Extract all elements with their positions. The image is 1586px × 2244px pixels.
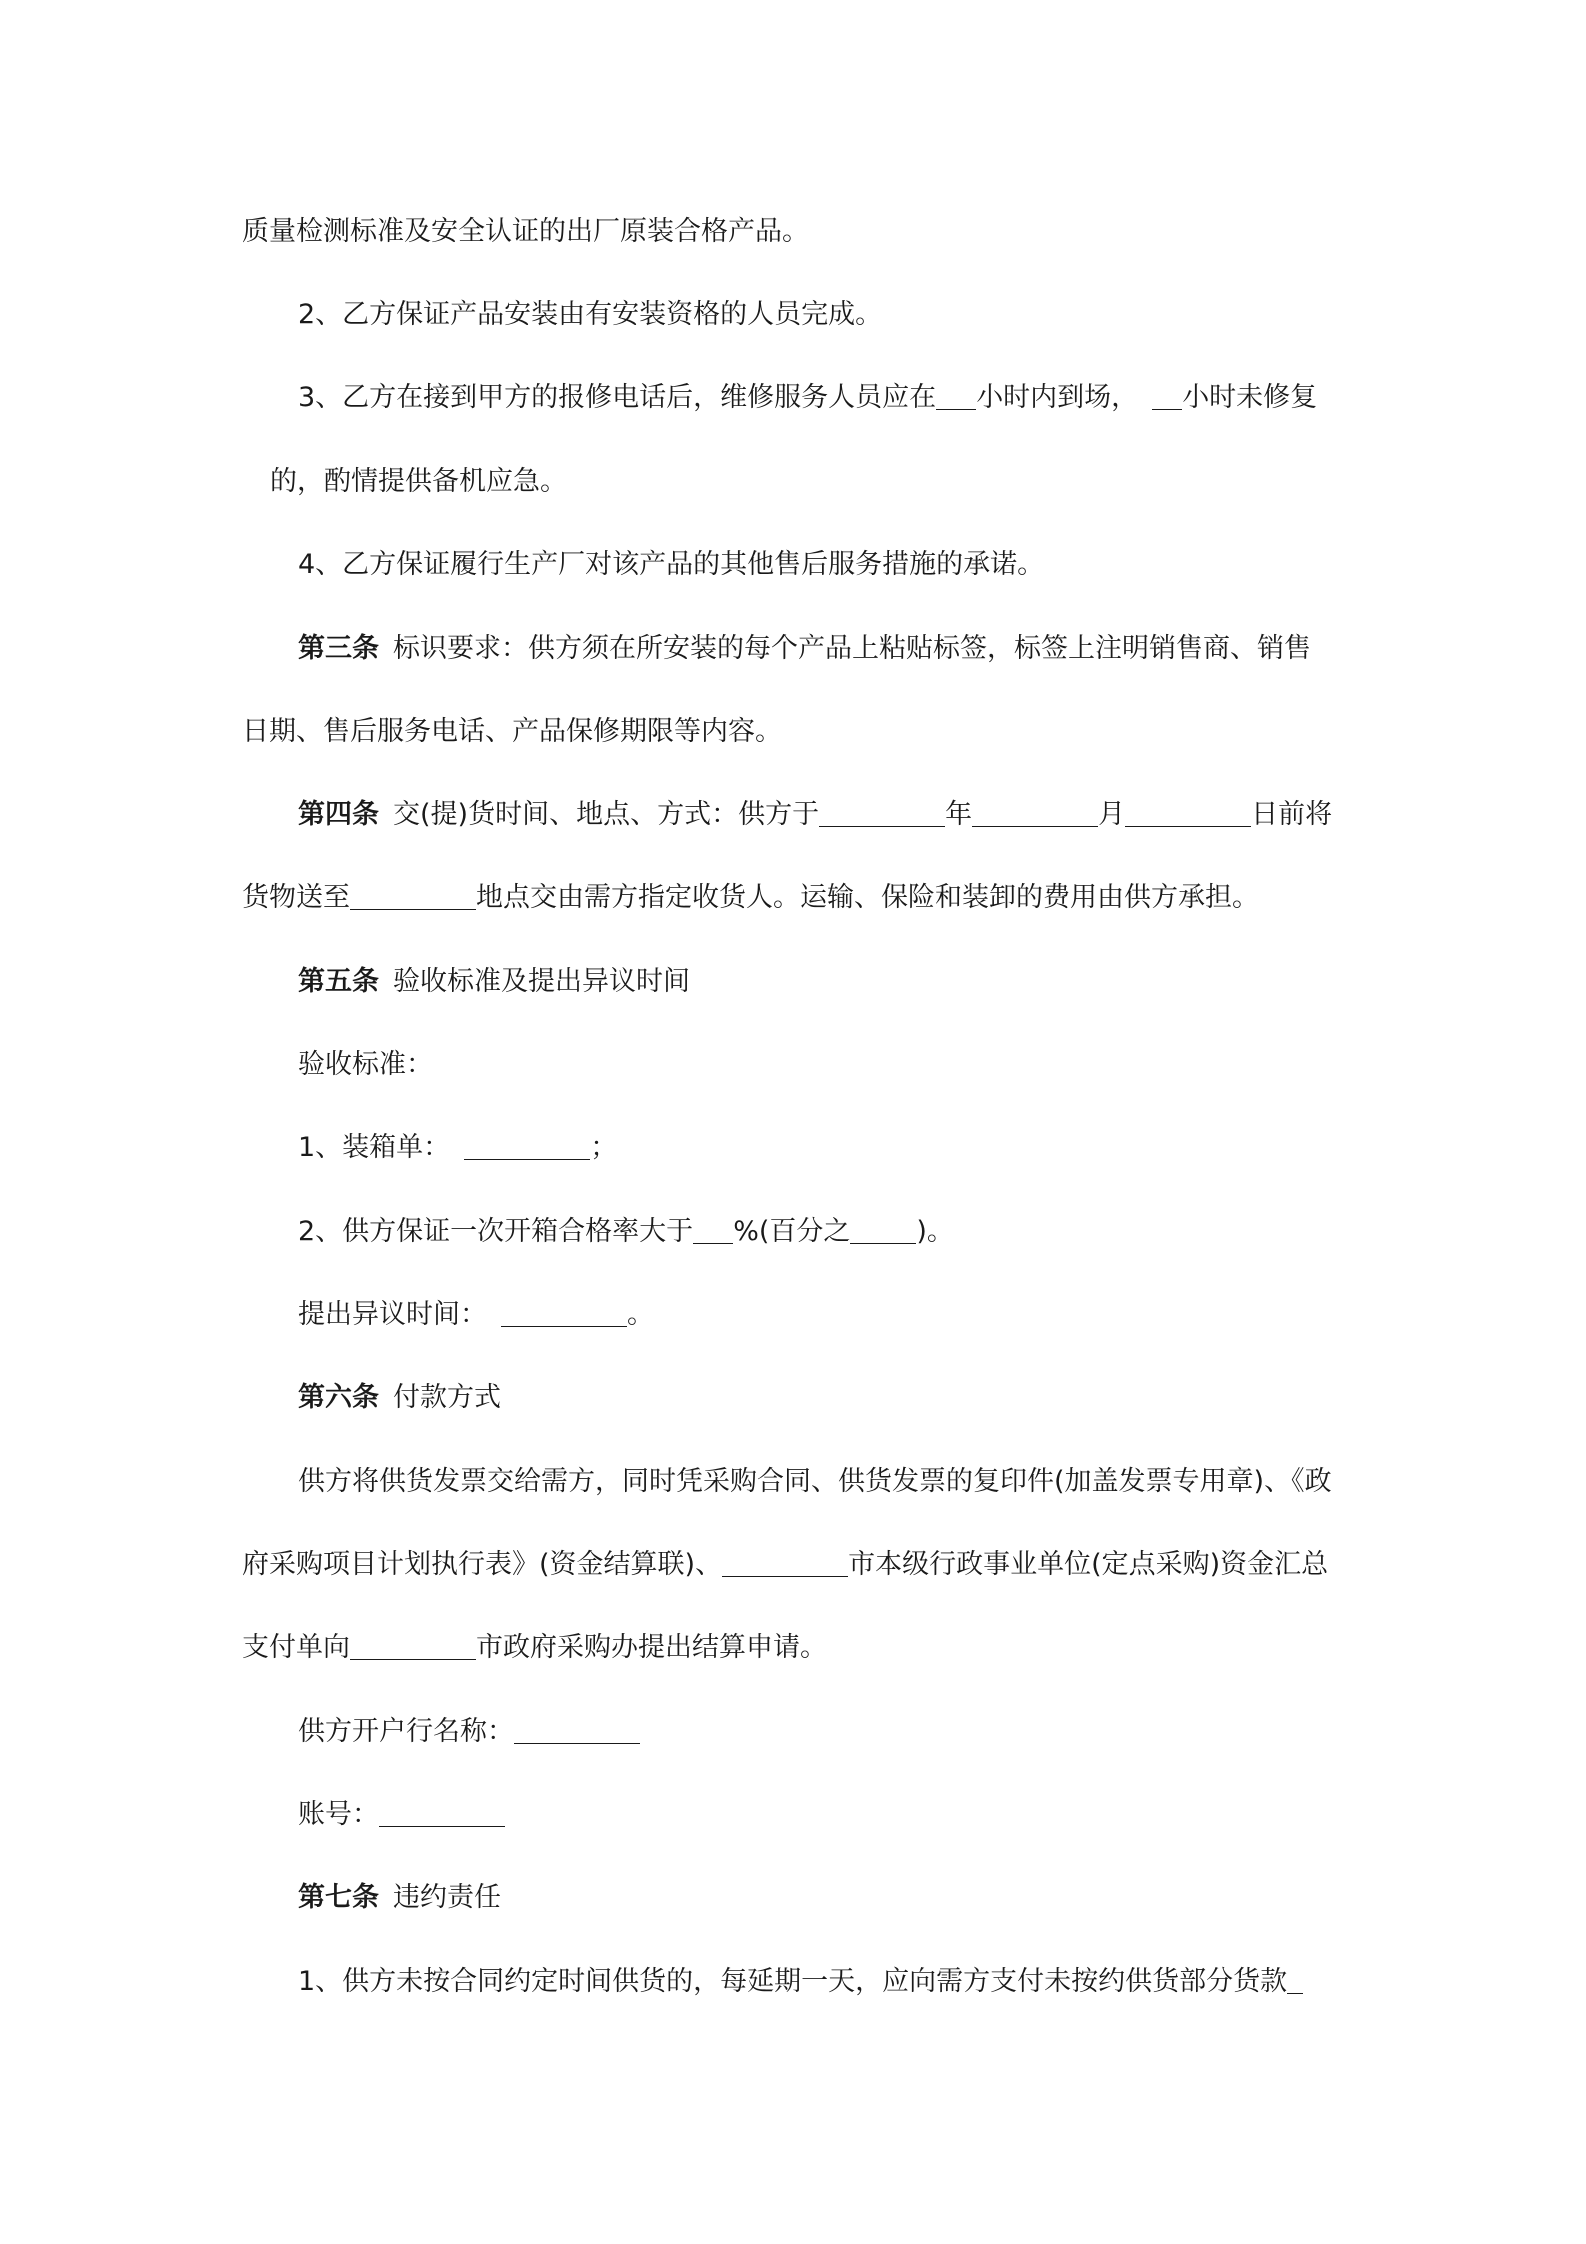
blank-field [1125,796,1251,827]
account-number: 账号： [298,1795,505,1835]
payment-paragraph: 供方将供货发票交给需方，同时凭采购合同、供货发票的复印件(加盖发票专用章)、《政 [298,1466,1332,1497]
article-5: 第五条 验收标准及提出异议时间 [298,966,690,997]
blank-field [1287,1963,1303,1994]
article-heading: 第五条 [298,966,379,997]
blank-field [693,1213,733,1244]
clause-3-cont: 的，酌情提供备机应急。 [270,466,567,497]
clause-2: 2、乙方保证产品安装由有安装资格的人员完成。 [298,299,883,330]
blank-field [464,1129,590,1160]
blank-field [350,879,476,910]
blank-field [936,379,976,410]
blank-field [972,796,1098,827]
blank-field [501,1296,627,1327]
blank-field [350,1629,476,1660]
pass-rate: 2、供方保证一次开箱合格率大于 %(百分之 )。 [298,1212,954,1252]
bank-name: 供方开户行名称： [298,1712,640,1752]
article-heading: 第六条 [298,1382,379,1413]
objection-time: 提出异议时间： 。 [298,1295,654,1335]
article-heading: 第四条 [298,799,379,830]
breach-clause-1: 1、供方未按合同约定时间供货的，每延期一天，应向需方支付未按约供货部分货款 [298,1962,1303,2002]
paragraph-line: 质量检测标准及安全认证的出厂原装合格产品。 [242,216,809,247]
clause-3: 3、乙方在接到甲方的报修电话后，维修服务人员应在 小时内到场， 小时未修复 [298,378,1317,418]
article-7: 第七条 违约责任 [298,1882,501,1913]
article-3-cont: 日期、售后服务电话、产品保修期限等内容。 [242,716,782,747]
article-4-cont: 货物送至 地点交由需方指定收货人。运输、保险和装卸的费用由供方承担。 [242,878,1259,918]
blank-field [850,1213,916,1244]
payment-paragraph-cont: 府采购项目计划执行表》(资金结算联)、 市本级行政事业单位(定点采购)资金汇总 [242,1545,1328,1585]
payment-paragraph-cont: 支付单向 市政府采购办提出结算申请。 [242,1628,827,1668]
article-3: 第三条 标识要求：供方须在所安装的每个产品上粘贴标签，标签上注明销售商、销售 [298,633,1311,664]
article-4: 第四条 交(提)货时间、地点、方式：供方于 年 月 日前将 [298,795,1332,835]
article-6: 第六条 付款方式 [298,1382,501,1413]
article-heading: 第三条 [298,633,379,664]
clause-4: 4、乙方保证履行生产厂对该产品的其他售后服务措施的承诺。 [298,549,1045,580]
article-heading: 第七条 [298,1882,379,1913]
blank-field [379,1796,505,1827]
blank-field [514,1713,640,1744]
blank-field [722,1546,848,1577]
blank-field [819,796,945,827]
packing-list: 1、装箱单： ； [298,1128,617,1168]
blank-field [1152,379,1182,410]
acceptance-standard: 验收标准： [298,1049,433,1080]
